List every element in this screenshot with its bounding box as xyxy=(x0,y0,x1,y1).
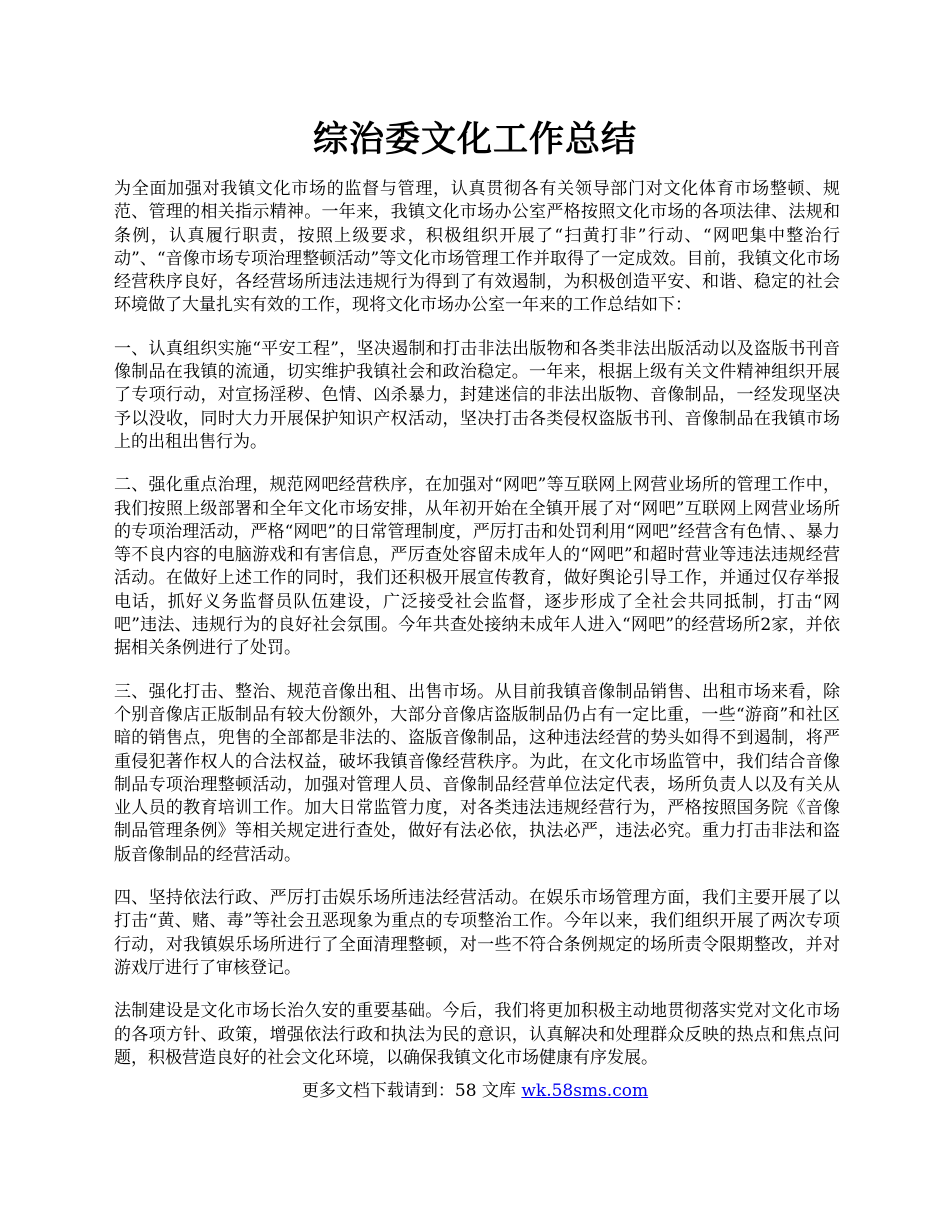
paragraph-section-3: 三、强化打击、整治、规范音像出租、出售市场。从目前我镇音像制品销售、出租市场来看，除个别音像店正版制品有较大份额外，大部分音像店盗版制品仍占有一定比重，一些“游商”和社区暗的销售点，兜售的全部都是非法的、盗版音像制品，这种违法经营的势头如得不到遏制，将严重侵犯著作权人的合法权益，破坏我镇音像经营秩序。为此，在文化市场监管中，我们结合音像制品专项治理整顿活动，加强对管理人员、音像制品经营单位法定代表，场所负责人以及有关从业人员的教育培训工作。加大日常监管力度，对各类违法违规经营行为，严格按照国务院《音像制品管理条例》等相关规定进行查处，做好有法必依，执法必严，违法必究。重力打击非法和盗版音像制品的经营活动。 xyxy=(114,681,840,865)
footer xyxy=(0,1076,950,1101)
paragraph-section-1: 一、认真组织实施“平安工程”，坚决遏制和打击非法出版物和各类非法出版活动以及盗版书刊音像制品在我镇的流通，切实维护我镇社会和政治稳定。一年来，根据上级有关文件精神组织开展了专项行动，对宣扬淫秽、色情、凶杀暴力，封建迷信的非法出版物、音像制品，一经发现坚决予以没收，同时大力开展保护知识产权活动，坚决打击各类侵权盗版书刊、音像制品在我镇市场上的出租出售行为。 xyxy=(114,338,840,452)
footer-text: 更多文档下载请到：58 文库 xyxy=(301,1081,522,1101)
paragraph-conclusion: 法制建设是文化市场长治久安的重要基础。今后，我们将更加积极主动地贯彻落实党对文化市场的各项方针、政策，增强依法行政和执法为民的意识，认真解决和处理群众反映的热点和焦点问题，积极营造良好的社会文化环境，以确保我镇文化市场健康有序发展。 xyxy=(114,1001,840,1068)
footer-link[interactable]: wk.58sms.com xyxy=(521,1081,649,1101)
paragraph-intro: 为全面加强对我镇文化市场的监督与管理，认真贯彻各有关领导部门对文化体育市场整顿、规范、管理的相关指示精神。一年来，我镇文化市场办公室严格按照文化市场的各项法律、法规和条例，认真履行职责，按照上级要求，积极组织开展了“扫黄打非”行动、“网吧集中整治行动”、“音像市场专项治理整顿活动”等文化市场管理工作并取得了一定成效。目前，我镇文化市场经营秩序良好，各经营场所违法违规行为得到了有效遏制，为积极创造平安、和谐、稳定的社会环境做了大量扎实有效的工作，现将文化市场办公室一年来的工作总结如下： xyxy=(114,179,840,316)
page-title: 综治委文化工作总结 xyxy=(312,119,637,160)
paragraph-section-4: 四、坚持依法行政、严厉打击娱乐场所违法经营活动。在娱乐市场管理方面，我们主要开展了以打击“黄、赌、毒”等社会丑恶现象为重点的专项整治工作。今年以来，我们组织开展了两次专项行动，对我镇娱乐场所进行了全面清理整顿，对一些不符合条例规定的场所责令限期整改，并对游戏厅进行了审核登记。 xyxy=(114,888,840,978)
paragraph-section-2: 二、强化重点治理，规范网吧经营秩序，在加强对“网吧”等互联网上网营业场所的管理工作中，我们按照上级部署和全年文化市场安排，从年初开始在全镇开展了对“网吧”互联网上网营业场所的专项治理活动，严格“网吧”的日常管理制度，严厉打击和处罚利用“网吧”经营含有色情、、暴力等不良内容的电脑游戏和有害信息，严厉查处容留未成年人的“网吧”和超时营业等违法违规经营活动。在做好上述工作的同时，我们还积极开展宣传教育，做好舆论引导工作，并通过仅存举报电话，抓好义务监督员队伍建设，广泛接受社会监督，逐步形成了全社会共同抵制，打击“网吧”违法、违规行为的良好社会氛围。今年共查处接纳未成年人进入“网吧”的经营场所2家，并依据相关条例进行了处罚。 xyxy=(114,475,840,659)
document-body xyxy=(114,178,840,1090)
